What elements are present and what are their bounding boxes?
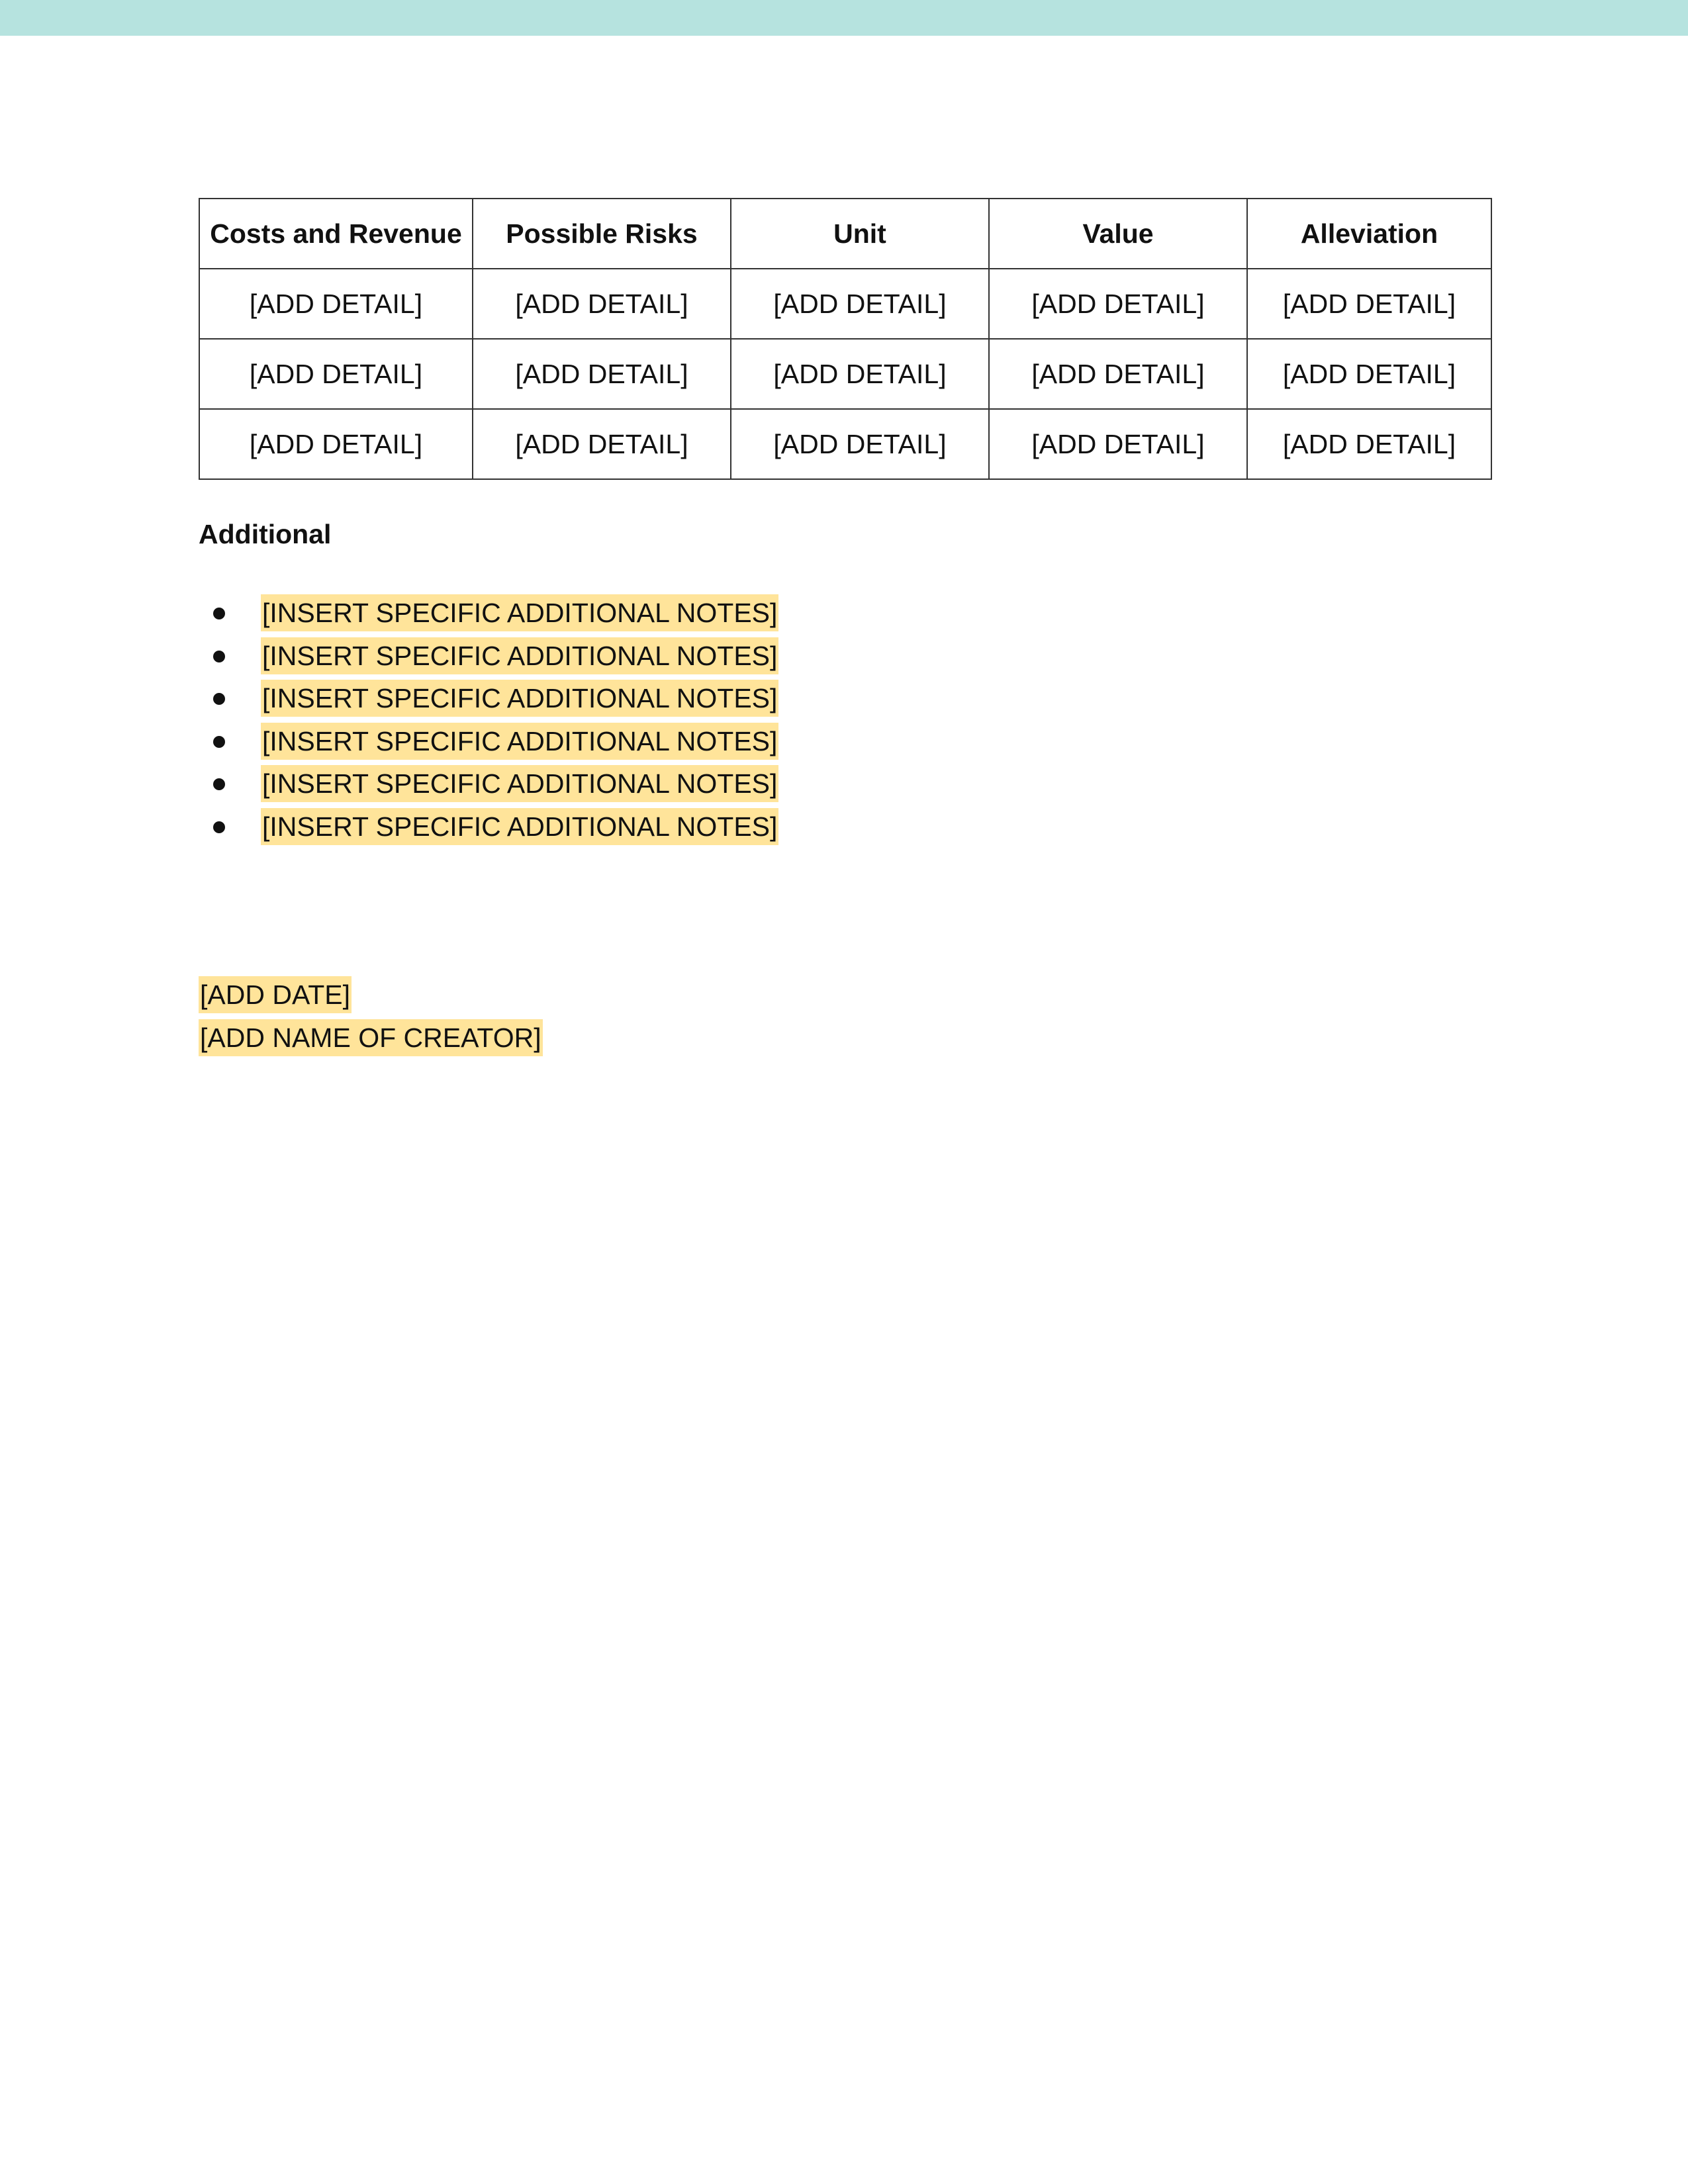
table-cell[interactable]: [ADD DETAIL] — [989, 409, 1247, 479]
list-item — [199, 592, 1491, 635]
table-cell[interactable]: [ADD DETAIL] — [731, 269, 989, 339]
date-placeholder[interactable]: [ADD DATE] — [199, 976, 352, 1013]
table-cell[interactable]: [ADD DETAIL] — [1247, 409, 1491, 479]
note-placeholder[interactable]: [INSERT SPECIFIC ADDITIONAL NOTES] — [261, 723, 778, 760]
list-item — [199, 762, 1491, 805]
bullet-icon — [213, 778, 225, 790]
table-cell[interactable]: [ADD DETAIL] — [731, 339, 989, 409]
note-placeholder[interactable]: [INSERT SPECIFIC ADDITIONAL NOTES] — [261, 765, 778, 802]
table-cell[interactable]: [ADD DETAIL] — [1247, 269, 1491, 339]
creator-line — [199, 1017, 1491, 1060]
document-body — [199, 198, 1491, 1059]
table-cell[interactable]: [ADD DETAIL] — [473, 339, 731, 409]
bullet-icon — [213, 693, 225, 705]
column-header-value: Value — [989, 199, 1247, 269]
note-placeholder[interactable]: [INSERT SPECIFIC ADDITIONAL NOTES] — [261, 637, 778, 674]
table-cell[interactable]: [ADD DETAIL] — [473, 409, 731, 479]
additional-heading: Additional — [199, 519, 332, 549]
bullet-icon — [213, 736, 225, 748]
table-cell[interactable]: [ADD DETAIL] — [731, 409, 989, 479]
list-item — [199, 677, 1491, 720]
column-header-alleviation: Alleviation — [1247, 199, 1491, 269]
column-header-unit: Unit — [731, 199, 989, 269]
column-header-costs-and-revenue: Costs and Revenue — [199, 199, 473, 269]
table-row — [199, 409, 1491, 479]
column-header-possible-risks: Possible Risks — [473, 199, 731, 269]
top-color-band — [0, 0, 1688, 36]
table-row — [199, 339, 1491, 409]
note-placeholder[interactable]: [INSERT SPECIFIC ADDITIONAL NOTES] — [261, 680, 778, 717]
bullet-icon — [213, 651, 225, 662]
table-cell[interactable]: [ADD DETAIL] — [199, 269, 473, 339]
list-item — [199, 720, 1491, 763]
table-row — [199, 269, 1491, 339]
table-cell[interactable]: [ADD DETAIL] — [473, 269, 731, 339]
bullet-icon — [213, 821, 225, 833]
table-header-row — [199, 199, 1491, 269]
creator-name-placeholder[interactable]: [ADD NAME OF CREATOR] — [199, 1019, 543, 1056]
table-cell[interactable]: [ADD DETAIL] — [199, 409, 473, 479]
risk-table — [199, 198, 1492, 480]
list-item — [199, 635, 1491, 678]
list-item — [199, 805, 1491, 848]
table-cell[interactable]: [ADD DETAIL] — [199, 339, 473, 409]
bullet-icon — [213, 608, 225, 619]
table-cell[interactable]: [ADD DETAIL] — [989, 269, 1247, 339]
note-placeholder[interactable]: [INSERT SPECIFIC ADDITIONAL NOTES] — [261, 594, 778, 631]
note-placeholder[interactable]: [INSERT SPECIFIC ADDITIONAL NOTES] — [261, 808, 778, 845]
signature-block — [199, 974, 1491, 1059]
table-cell[interactable]: [ADD DETAIL] — [1247, 339, 1491, 409]
date-line — [199, 974, 1491, 1017]
table-cell[interactable]: [ADD DETAIL] — [989, 339, 1247, 409]
additional-notes-list — [199, 592, 1491, 848]
